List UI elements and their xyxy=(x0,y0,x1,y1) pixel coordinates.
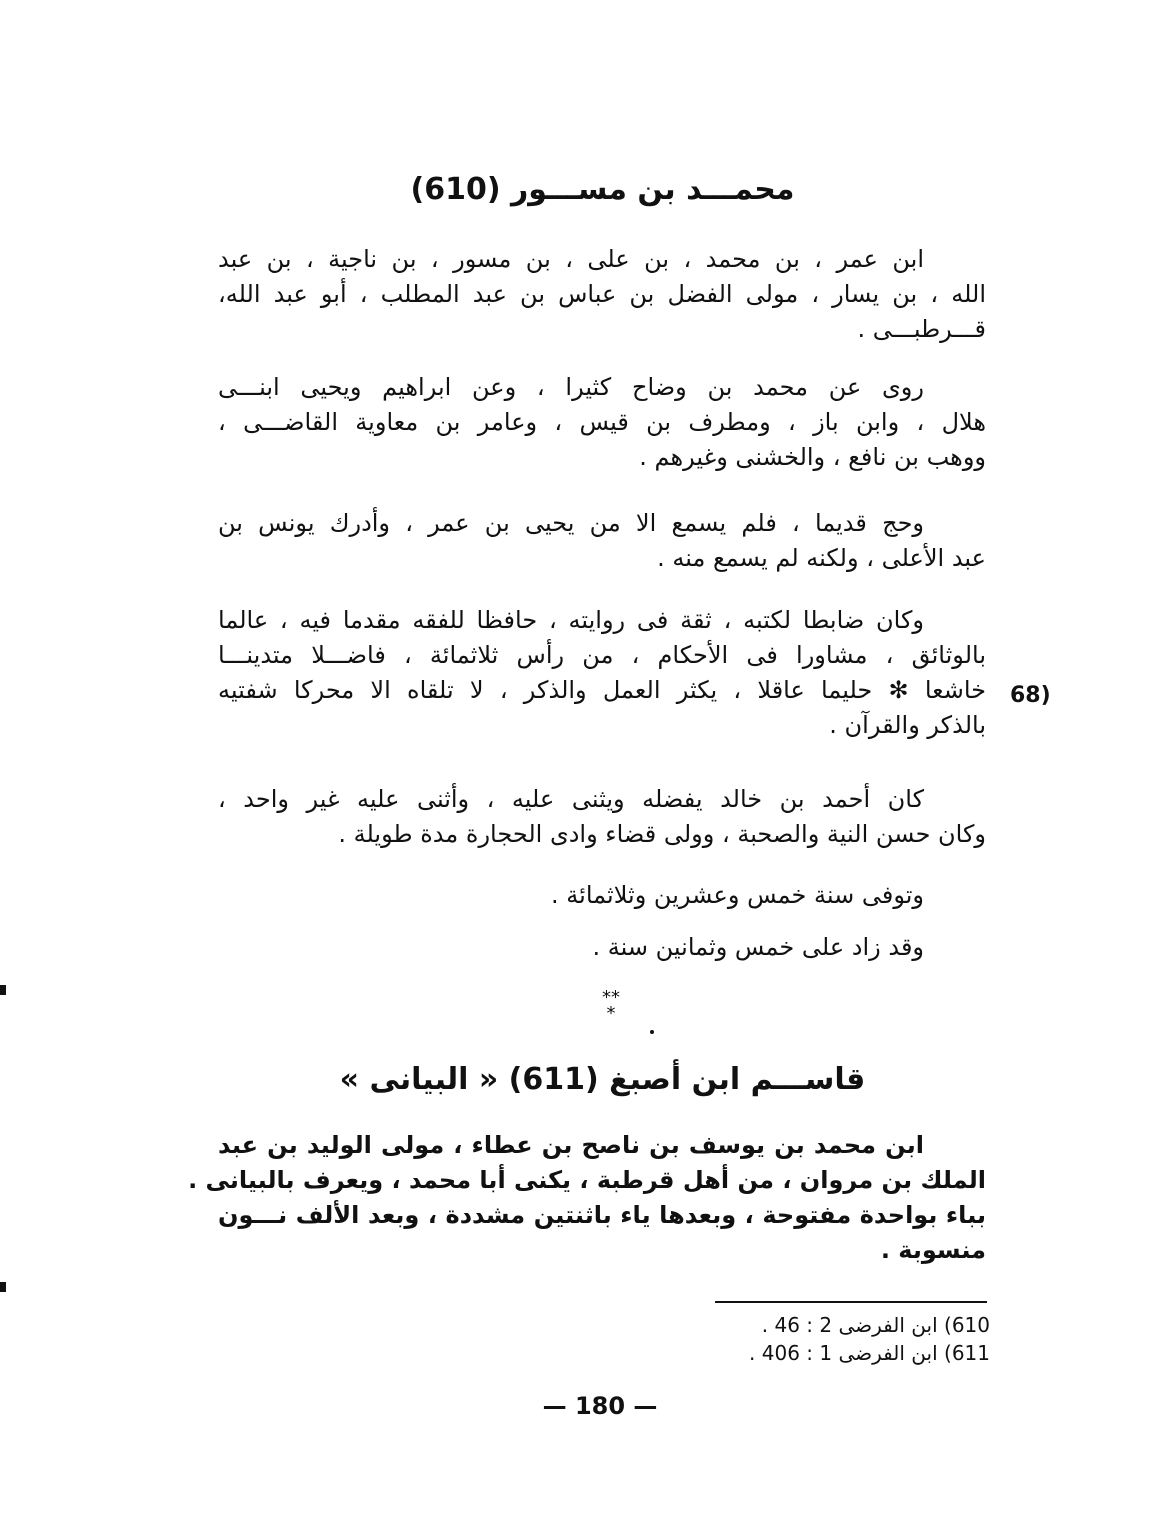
footnote-divider xyxy=(715,1301,987,1303)
text-line: بالوثائق ، مشاورا فى الأحكام ، من رأس ثلاثمائة ، فاضـــلا متدينـــا xyxy=(218,641,986,669)
text-line: وكان ضابطا لكتبه ، ثقة فى روايته ، حافظا للفقه مقدما فيه ، عالما xyxy=(218,606,924,634)
entry-610-paragraph-2 xyxy=(218,370,986,475)
text-line: وحج قديما ، فلم يسمع الا من يحيى بن عمر ، وأدرك يونس بن xyxy=(218,509,924,537)
entry-610-heading: محمـــد بن مســـور (610) xyxy=(410,172,795,207)
entry-611-heading: قاســـم ابن أصبغ (611) « البيانى » xyxy=(339,1062,866,1097)
entry-610-paragraph-7 xyxy=(218,930,986,965)
page-number: — 180 — xyxy=(542,1392,658,1420)
text-line: بالذكر والقرآن . xyxy=(829,711,986,739)
entry-611-paragraph-1 xyxy=(188,1128,986,1268)
text-line: روى عن محمد بن وضاح كثيرا ، وعن ابراهيم ويحيى ابنـــى xyxy=(218,373,924,401)
text-line: وقد زاد على خمس وثمانين سنة . xyxy=(592,933,924,961)
text-line: وكان حسن النية والصحبة ، وولى قضاء وادى الحجارة مدة طويلة . xyxy=(338,820,986,848)
text-line: كان أحمد بن خالد يفضله ويثنى عليه ، وأثنى عليه غير واحد ، xyxy=(218,785,924,813)
text-line: بباء بواحدة مفتوحة ، وبعدها ياء باثنتين مشددة ، وبعد الألف نـــون xyxy=(218,1201,986,1229)
text-line: وتوفى سنة خمس وعشرين وثلاثمائة . xyxy=(551,881,924,909)
text-line: الملك بن مروان ، من أهل قرطبة ، يكنى أبا محمد ، ويعرف بالبيانى . xyxy=(188,1166,986,1194)
entry-610-paragraph-6 xyxy=(218,878,986,913)
entry-610-paragraph-1 xyxy=(218,242,986,347)
speck xyxy=(650,1030,654,1034)
text-line: قـــرطبـــى . xyxy=(857,315,986,343)
footnote-610: 610) ابن الفرضى 2 : 46 . xyxy=(761,1313,990,1337)
entry-610-paragraph-5 xyxy=(218,782,986,852)
footnote-611: 611) ابن الفرضى 1 : 406 . xyxy=(749,1341,990,1365)
text-line: منسوبة . xyxy=(880,1236,986,1264)
text-line: عبد الأعلى ، ولكنه لم يسمع منه . xyxy=(657,544,986,572)
entry-610-paragraph-4 xyxy=(218,603,986,743)
text-line: هلال ، وابن باز ، ومطرف بن قيس ، وعامر بن معاوية القاضـــى ، xyxy=(218,408,986,436)
scan-edge-mark xyxy=(0,1282,6,1292)
section-separator: ** * xyxy=(602,987,620,1024)
text-line: ابن عمر ، بن محمد ، بن على ، بن مسور ، بن ناجية ، بن عبد xyxy=(218,245,924,273)
text-line: الله ، بن يسار ، مولى الفضل بن عباس بن عبد المطلب ، أبو عبد الله، xyxy=(218,280,986,308)
text-line: ابن محمد بن يوسف بن ناصح بن عطاء ، مولى الوليد بن عبد xyxy=(218,1131,924,1159)
text-line: خاشعا ✻ حليما عاقلا ، يكثر العمل والذكر ، لا تلقاه الا محركا شفتيه xyxy=(218,676,986,704)
margin-reference: 68) xyxy=(1010,683,1051,708)
text-line: ووهب بن نافع ، والخشنى وغيرهم . xyxy=(639,443,986,471)
scan-edge-mark xyxy=(0,985,6,995)
entry-610-paragraph-3 xyxy=(218,506,986,576)
